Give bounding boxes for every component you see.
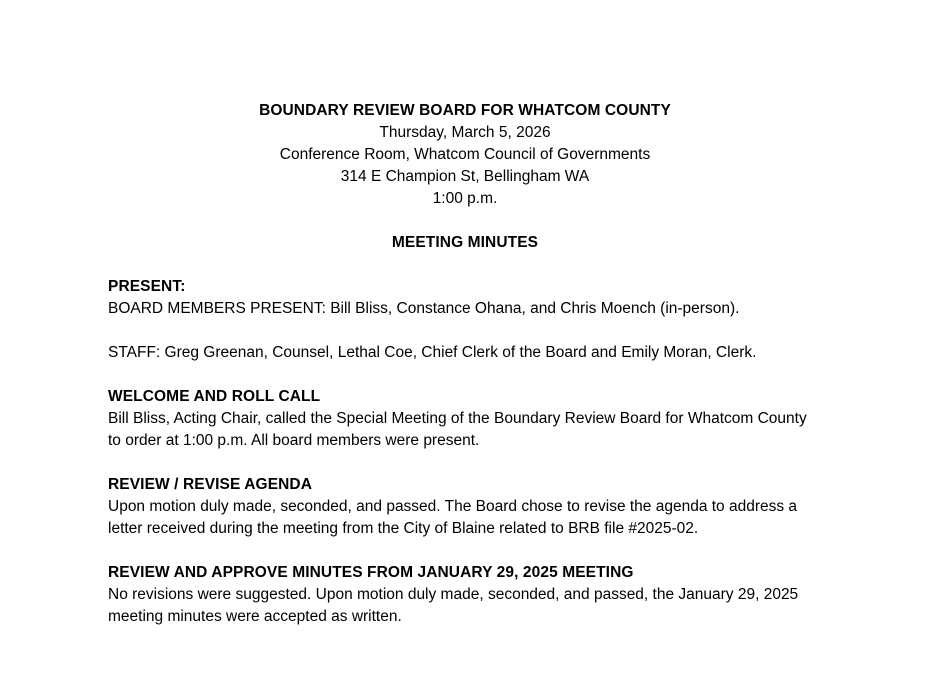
section-review-approve-minutes bbox=[108, 562, 822, 628]
board-members-present-paragraph: BOARD MEMBERS PRESENT: Bill Bliss, Constance Ohana, and Chris Moench (in-person). bbox=[108, 300, 740, 317]
section-heading-welcome-and-roll-call: WELCOME AND ROLL CALL bbox=[108, 388, 321, 405]
meeting-time: 1:00 p.m. bbox=[432, 190, 498, 207]
section-heading-present: PRESENT: bbox=[108, 278, 186, 295]
staff-present-paragraph: STAFF: Greg Greenan, Counsel, Lethal Coe, Chief Clerk of the Board and Emily Moran, Clerk. bbox=[108, 344, 757, 361]
section-present bbox=[108, 276, 822, 364]
section-welcome-and-roll-call bbox=[108, 386, 822, 452]
section-review-revise-agenda bbox=[108, 474, 822, 540]
meeting-date: Thursday, March 5, 2026 bbox=[379, 124, 551, 141]
meeting-address: 314 E Champion St, Bellingham WA bbox=[340, 168, 590, 185]
meeting-venue: Conference Room, Whatcom Council of Governments bbox=[279, 146, 651, 163]
document-masthead bbox=[108, 0, 822, 210]
section-heading-review-approve-minutes: REVIEW AND APPROVE MINUTES FROM JANUARY 29, 2025 MEETING bbox=[108, 564, 634, 581]
document-title: BOUNDARY REVIEW BOARD FOR WHATCOM COUNTY bbox=[259, 102, 671, 119]
welcome-and-roll-call-paragraph: Bill Bliss, Acting Chair, called the Special Meeting of the Boundary Review Board for Whatcom County to order at 1:00 p.m. All board members were present. bbox=[108, 410, 807, 449]
document-content bbox=[108, 0, 822, 628]
review-approve-minutes-paragraph: No revisions were suggested. Upon motion duly made, seconded, and passed, the January 29, 2025 meeting minutes were accepted as written. bbox=[108, 586, 799, 625]
section-heading-review-revise-agenda: REVIEW / REVISE AGENDA bbox=[108, 476, 313, 493]
meeting-minutes-heading: MEETING MINUTES bbox=[391, 234, 539, 251]
review-revise-agenda-paragraph: Upon motion duly made, seconded, and passed. The Board chose to revise the agenda to address a letter received during the meeting from the City of Blaine related to BRB file #2025-02. bbox=[108, 498, 798, 537]
